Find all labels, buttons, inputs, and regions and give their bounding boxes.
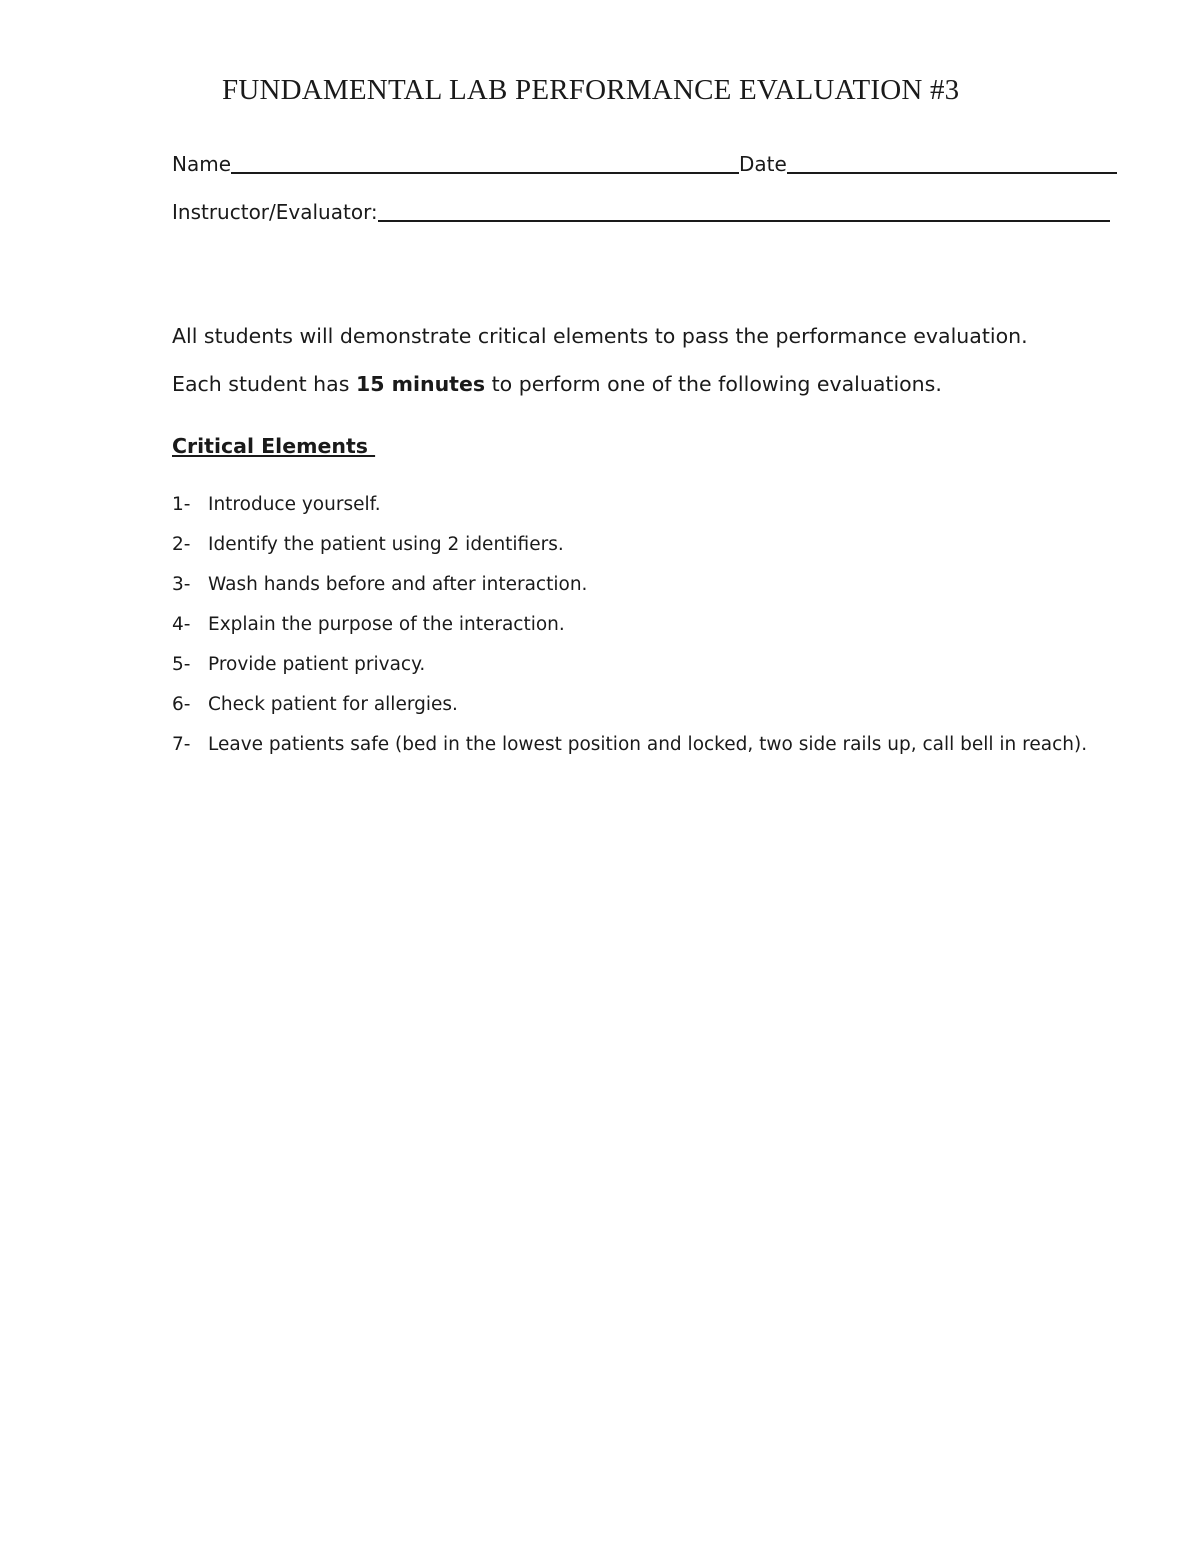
list-item-text: Explain the purpose of the interaction. xyxy=(208,614,565,635)
name-label: Name xyxy=(172,152,232,176)
date-field[interactable] xyxy=(787,152,1117,174)
list-item xyxy=(172,574,1087,614)
list-item-text: Identify the patient using 2 identifiers. xyxy=(208,534,564,555)
list-item-number: 6- xyxy=(172,694,191,715)
intro-line-2-prefix: Each student has xyxy=(172,372,356,396)
list-item xyxy=(172,614,1087,654)
list-item-number: 7- xyxy=(172,734,191,755)
intro-line-2-suffix: to perform one of the following evaluations. xyxy=(485,372,942,396)
list-item-text: Provide patient privacy. xyxy=(208,654,426,675)
list-item xyxy=(172,494,1087,534)
intro-line-2 xyxy=(172,372,942,396)
name-field[interactable] xyxy=(231,152,739,174)
list-item-number: 3- xyxy=(172,574,191,595)
page-title: FUNDAMENTAL LAB PERFORMANCE EVALUATION #3 xyxy=(222,74,960,106)
instructor-row xyxy=(172,200,1110,224)
list-item-number: 1- xyxy=(172,494,191,515)
date-label: Date xyxy=(739,152,787,176)
critical-elements-heading: Critical Elements xyxy=(172,434,376,458)
list-item-number: 5- xyxy=(172,654,191,675)
list-item xyxy=(172,654,1087,694)
name-date-row xyxy=(172,152,1117,176)
time-limit: 15 minutes xyxy=(355,372,486,396)
list-item-text: Leave patients safe (bed in the lowest position and locked, two side rails up, call bell in reach). xyxy=(208,734,1088,755)
instructor-field[interactable] xyxy=(378,200,1110,222)
list-item-text: Check patient for allergies. xyxy=(208,694,458,715)
list-item-number: 2- xyxy=(172,534,191,555)
list-item-text: Wash hands before and after interaction. xyxy=(208,574,588,595)
instructor-label: Instructor/Evaluator: xyxy=(172,200,378,224)
list-item xyxy=(172,534,1087,574)
list-item xyxy=(172,694,1087,734)
list-item-number: 4- xyxy=(172,614,191,635)
list-item-text: Introduce yourself. xyxy=(208,494,381,515)
list-item xyxy=(172,734,1087,774)
critical-elements-list xyxy=(172,494,1087,774)
intro-line-1: All students will demonstrate critical elements to pass the performance evaluation. xyxy=(172,324,1028,348)
